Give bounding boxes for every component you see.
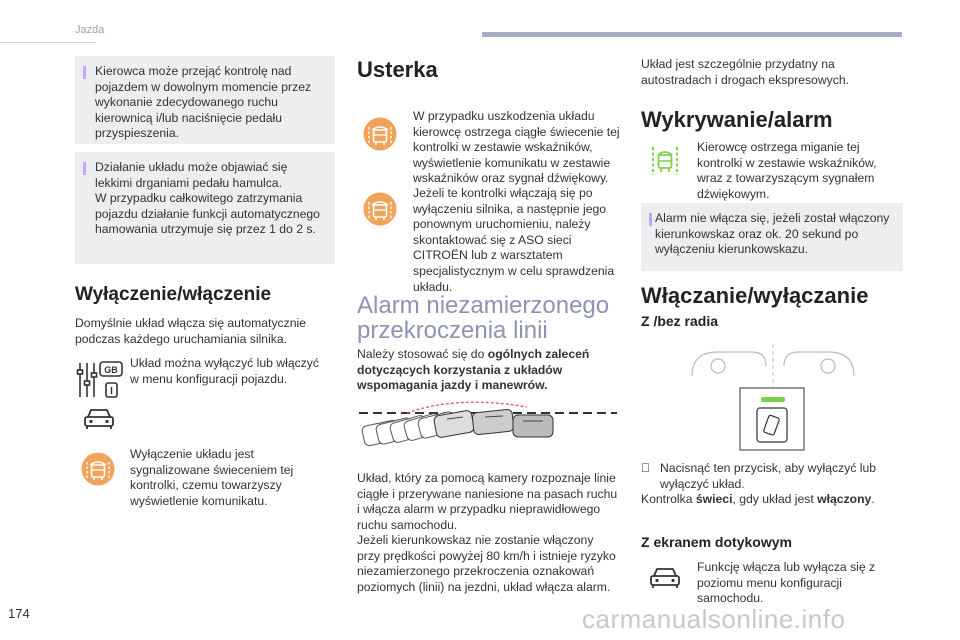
note-text-2: W przypadku całkowitego zatrzymania pojazdu działanie funkcji automatycznego hamowania utrzymuje się przez 1 do 2 s. <box>95 191 320 237</box>
car-icon-touchscreen <box>648 564 682 590</box>
heading-alarm-line1: Alarm niezamierzonego <box>357 292 610 319</box>
intro-text: Domyślnie układ włącza się automatycznie podczas każdego uruchamiania silnika. <box>75 316 306 346</box>
header-divider <box>0 42 96 43</box>
note-text: Alarm nie włącza się, jeżeli został włączony kierunkowskaz oraz ok. 20 sekund po wyłączeniu kierunkowskazu. <box>655 211 890 257</box>
alarm-description-2: Jeżeli kierunkowskaz nie zostanie włączony przy prędkości powyżej 80 km/h i istnieje ryzyko niezamierzonego przekroczenia oznakowań poziomych (linii) na jezdni, układ włącza alarm. <box>357 533 616 594</box>
dashboard-button-illustration <box>688 342 858 452</box>
heading-wylaczenie: Wyłączenie/włączenie <box>75 284 272 305</box>
heading-alarm-line2: przekroczenia linii <box>357 317 548 344</box>
step2-prefix: Kontrolka <box>641 492 696 506</box>
note-marker <box>83 162 86 175</box>
fault-text: W przypadku uszkodzenia układu kierowcę ostrzega ciągłe świecenie tej kontrolki w zestawie wskaźników, wyświetlenie komunikatu w zestawie wskaźników oraz sygnał dźwiękowy. <box>413 109 620 186</box>
lane-departure-illustration <box>357 393 619 461</box>
note-box-driver-control <box>75 56 335 144</box>
step-bullet <box>641 461 650 477</box>
page-number: 174 <box>8 606 30 621</box>
step2-bold-on: włączony <box>817 492 872 506</box>
alarm-intro-bold: ogólnych zaleceń dotyczących korzystania z układów wspomagania jazdy i manewrów. <box>357 347 590 393</box>
lane-fault-orange-icon-2 <box>362 191 398 227</box>
note-text: Kierowca może przejąć kontrolę nad pojazdem w dowolnym momencie przez wykonanie zdecydowanego ruchu kierownicą i/lub naciśnięcie pedału przyspieszenia. <box>95 64 312 141</box>
step2-bold-lit: świeci <box>695 492 733 506</box>
note-text: Działanie układu może objawiać się lekkimi drganiami pedału hamulca. <box>95 160 288 190</box>
note-marker <box>649 213 652 226</box>
lane-warning-green-icon <box>648 145 682 177</box>
detection-text: Kierowcę ostrzega miganie tej kontrolki w zestawie wskaźników, wraz z towarzyszącym sygnałem dźwiękowym. <box>697 140 877 201</box>
usage-intro: Układ jest szczególnie przydatny na autostradach i drogach ekspresowych. <box>641 57 849 87</box>
gb-badge-text: GB <box>104 365 118 375</box>
settings-menu-icon <box>76 359 124 401</box>
car-icon <box>82 405 116 431</box>
alarm-intro <box>357 347 617 394</box>
step2-suffix: . <box>871 492 875 506</box>
watermark: carmanualsonline.info <box>582 604 846 634</box>
item-settings-text: Układ można wyłączyć lub włączyć w menu konfiguracji pojazdu. <box>130 356 319 386</box>
heading-usterka: Usterka <box>357 57 438 82</box>
section-title: Jazda <box>75 24 105 36</box>
subheading-radio: Z /bez radia <box>641 313 719 329</box>
alarm-description: Układ, który za pomocą kamery rozpoznaje linie ciągłe i przerywane naniesione na pasach ruchu i włącza alarm w przypadku nieprawidłowego ruchu samochodu. <box>357 471 618 532</box>
step-indicator-status <box>641 492 903 508</box>
alarm-intro-prefix: Należy stosować się do <box>357 347 488 361</box>
fault-text-2: Jeżeli te kontrolki włączają się po wyłączeniu silnika, a następnie jego ponownym uruchomieniu, należy skontaktować się z ASO sieci CITROËN lub z warsztatem specjalistycznym w celu sprawdzenia układu. <box>413 186 615 294</box>
lane-fault-orange-icon <box>362 116 398 152</box>
lane-warning-orange-icon <box>80 451 116 487</box>
header-bar <box>482 32 902 37</box>
step-press-button: Nacisnąć ten przycisk, aby wyłączyć lub wyłączyć układ. <box>660 461 877 491</box>
heading-wlaczanie: Włączanie/wyłączanie <box>641 283 869 308</box>
note-marker <box>83 66 86 79</box>
step2-mid: , gdy układ jest <box>732 492 818 506</box>
subheading-touchscreen: Z ekranem dotykowym <box>641 534 792 550</box>
note-box-brake-vibration <box>75 152 335 264</box>
touchscreen-text: Funkcję włącza lub wyłącza się z poziomu menu konfiguracji samochodu. <box>697 560 876 606</box>
item-disabled-text: Wyłączenie układu jest sygnalizowane świeceniem tej kontrolki, czemu towarzyszy wyświetlenie komunikatu. <box>130 447 294 508</box>
heading-wykrywanie: Wykrywanie/alarm <box>641 107 833 132</box>
note-box-turn-signal <box>641 203 903 271</box>
i-badge-text: I <box>110 386 113 397</box>
